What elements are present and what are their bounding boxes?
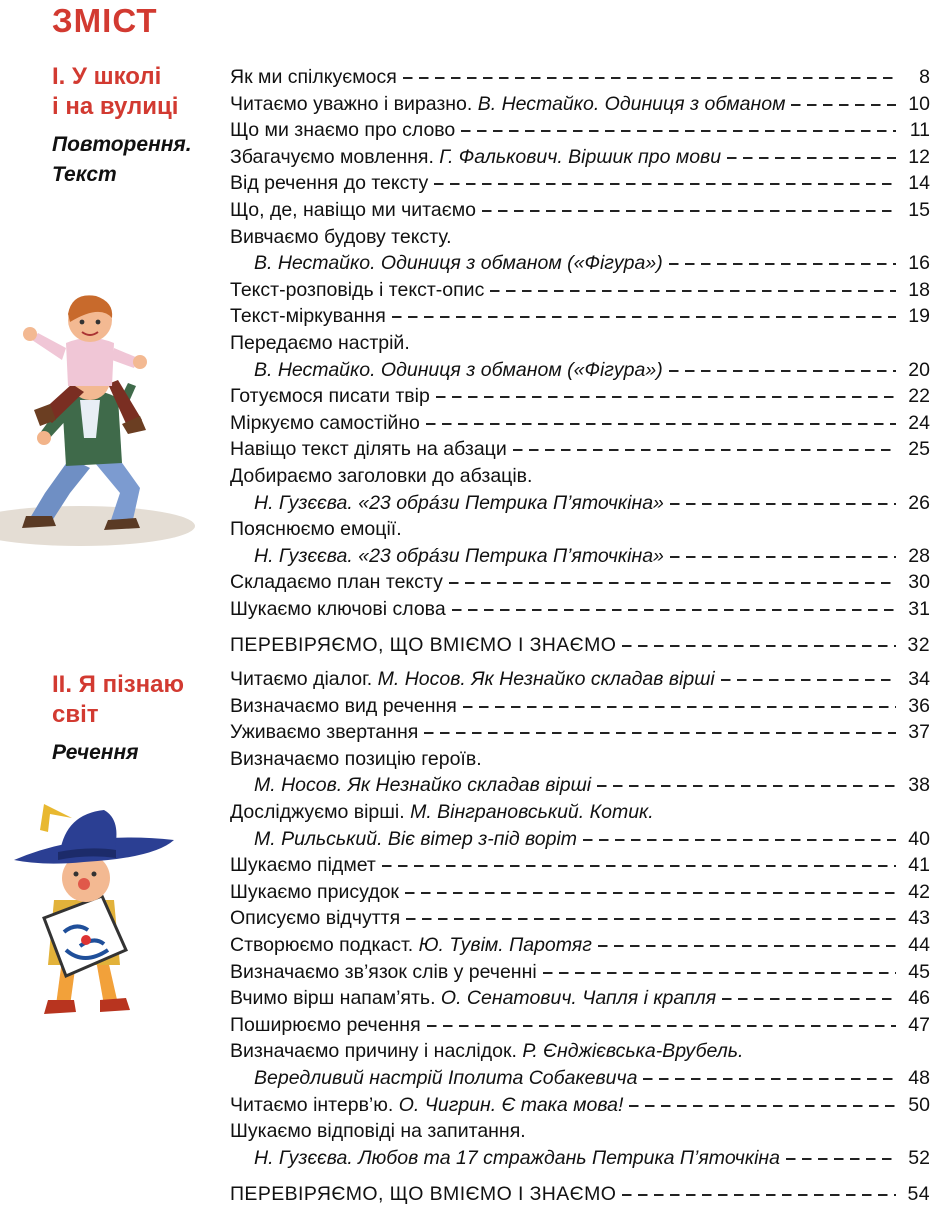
toc-entry-text: Створюємо подкаст.	[230, 933, 419, 956]
toc-page-number: 10	[908, 92, 930, 115]
dash-leader	[669, 255, 896, 265]
toc-entry-title	[230, 907, 400, 930]
toc-entry-title	[230, 305, 386, 328]
toc-page-number: 40	[908, 827, 930, 850]
toc-entry-text: Добираємо заголовки до абзаців.	[230, 464, 533, 487]
toc-entry	[230, 66, 930, 93]
toc-entry	[230, 748, 930, 775]
toc-entry-text: Вчимо вірш напам’ять.	[230, 987, 441, 1010]
toc-entry-title	[230, 1094, 623, 1117]
toc-entry-work: М. Носов. Як Незнайко складав вірші	[254, 774, 592, 797]
dash-leader	[482, 202, 896, 212]
toc-entry	[230, 801, 930, 828]
toc-entry	[230, 252, 930, 279]
section-2-title-line: світ	[52, 701, 99, 728]
toc-entry-title	[230, 465, 532, 488]
toc-entry	[230, 279, 930, 306]
toc-entry	[230, 1147, 930, 1174]
toc-entry-title	[254, 359, 663, 382]
page-title: ЗМІСТ	[52, 2, 158, 39]
toc-entry-work: О. Сенатович. Чапля і крапля	[440, 987, 717, 1010]
toc-entry	[230, 1120, 930, 1147]
dash-leader	[721, 671, 896, 681]
dash-leader	[427, 1017, 896, 1027]
toc-page-number: 22	[908, 385, 930, 408]
toc-entry-text: Визначаємо позицію героїв.	[230, 747, 482, 770]
toc-entry-title	[230, 961, 537, 984]
toc-entry	[230, 721, 930, 748]
toc-entry-text: Шукаємо присудок	[230, 880, 399, 903]
section-1-title-line: І. У школі	[52, 63, 162, 90]
neznaika-illustration	[4, 800, 184, 1022]
dash-leader	[426, 415, 896, 425]
dash-leader	[392, 308, 896, 318]
dash-leader	[490, 282, 896, 292]
dash-leader	[405, 884, 896, 894]
toc-entry	[230, 305, 930, 332]
toc-page-number: 46	[908, 987, 930, 1010]
toc-entry	[230, 332, 930, 359]
toc-entry-text: Шукаємо відповіді на запитання.	[230, 1120, 526, 1143]
toc-entry	[230, 854, 930, 881]
toc-entry-title	[230, 438, 507, 461]
toc-entry-text: Читаємо уважно і виразно.	[230, 92, 478, 115]
toc-section-1	[230, 66, 930, 661]
toc-entry-title	[230, 1183, 616, 1206]
section-2-title-line: ІІ. Я пізнаю	[52, 671, 185, 698]
toc-page-number: 41	[908, 854, 930, 877]
toc-entry-text: Пояснюємо емоції.	[230, 518, 402, 541]
toc-entry-title	[230, 695, 457, 718]
children-illustration	[0, 288, 205, 550]
toc-entry-text: Текст-розповідь і текст-опис	[230, 278, 485, 301]
toc-page-number: 28	[908, 544, 930, 567]
toc-page-number: 44	[908, 933, 930, 956]
toc-entry-text: Від речення до тексту	[230, 172, 429, 195]
section-1-title-line: і на вулиці	[52, 93, 179, 120]
toc-entry-text: ПЕРЕВІРЯЄМО, ЩО ВМІЄМО І ЗНАЄМО	[230, 1183, 617, 1206]
toc-entry-title	[230, 987, 716, 1010]
toc-page-number: 45	[908, 960, 930, 983]
toc-entry-title	[230, 412, 420, 435]
toc-entry	[230, 881, 930, 908]
toc-entry-title	[254, 1147, 780, 1170]
dash-leader	[424, 724, 896, 734]
toc-page-number: 31	[908, 597, 930, 620]
toc-page-number: 25	[908, 438, 930, 461]
toc-entry-text: ПЕРЕВІРЯЄМО, ЩО ВМІЄМО І ЗНАЄМО	[230, 634, 617, 657]
toc-entry-text: Текст-міркування	[230, 305, 386, 328]
section-2-heading	[52, 670, 222, 768]
section-1-heading	[52, 62, 222, 190]
toc-entry	[230, 518, 930, 545]
toc-entry-title	[254, 492, 664, 515]
toc-entry	[230, 1014, 930, 1041]
section-2-subtitle	[52, 738, 222, 768]
toc-entry-title	[230, 146, 721, 169]
dash-leader	[406, 910, 896, 920]
toc-entry-text: Досліджуємо вірші.	[230, 800, 411, 823]
toc-entry-work: В. Нестайко. Одиниця з обманом	[477, 92, 786, 115]
toc-entry	[230, 465, 930, 492]
dash-leader	[463, 698, 896, 708]
toc-entry	[230, 961, 930, 988]
toc-page-number: 43	[908, 907, 930, 930]
toc-entry-work: Н. Гузєєва. «23 обрáзи Петрика П’яточкіна»	[254, 544, 664, 567]
toc-page-number: 48	[908, 1066, 930, 1089]
toc-entry-work: Ю. Тувім. Паротяг	[418, 933, 592, 956]
toc-entry	[230, 1067, 930, 1094]
toc-entry	[230, 571, 930, 598]
toc-entry-title	[230, 66, 397, 89]
toc-page-number: 42	[908, 880, 930, 903]
toc-check-entry	[230, 1183, 930, 1210]
toc-entry-title	[230, 748, 482, 771]
toc-entry	[230, 695, 930, 722]
toc-entry-work: В. Нестайко. Одиниця з обманом («Фігура»)	[254, 252, 663, 275]
toc-page-number: 20	[908, 358, 930, 381]
toc-entry	[230, 545, 930, 572]
section-2-subtitle-line: Речення	[52, 741, 139, 764]
toc-entry-title	[230, 668, 715, 691]
toc-page-number: 52	[908, 1146, 930, 1169]
toc-entry	[230, 828, 930, 855]
toc-entry-text: Шукаємо ключові слова	[230, 597, 446, 620]
toc-entry-text: Поширюємо речення	[230, 1013, 421, 1036]
toc-entry-title	[230, 721, 418, 744]
toc-page-number: 34	[908, 668, 930, 690]
dash-leader	[629, 1097, 896, 1107]
toc-entry-text: Читаємо інтерв’ю.	[230, 1093, 399, 1116]
toc-entry-title	[230, 881, 399, 904]
toc-entry	[230, 412, 930, 439]
toc-entry-title	[230, 854, 376, 877]
toc-entry	[230, 172, 930, 199]
toc-page-number: 18	[908, 278, 930, 301]
toc-entry	[230, 199, 930, 226]
toc-page-number: 14	[908, 172, 930, 195]
toc-entry-text: Що, де, навіщо ми читаємо	[230, 198, 476, 221]
section-1-subtitle-line: Текст	[52, 163, 117, 186]
toc-entry	[230, 907, 930, 934]
toc-page-number: 16	[908, 252, 930, 275]
dash-leader	[434, 175, 896, 185]
toc-entry-text: Складаємо план тексту	[230, 571, 443, 594]
toc-entry-work: Р. Єнджієвська-Врубель.	[522, 1040, 744, 1063]
dash-leader	[670, 548, 896, 558]
toc-entry-text: Шукаємо підмет	[230, 854, 376, 877]
toc-page-number: 11	[909, 119, 930, 142]
dash-leader	[403, 69, 896, 79]
toc-entry-title	[230, 634, 616, 657]
dash-leader	[669, 362, 896, 372]
toc-entry-text: Визначаємо вид речення	[230, 694, 457, 717]
dash-leader	[449, 574, 896, 584]
toc-entry-text: Читаємо діалог.	[230, 668, 378, 690]
dash-leader	[670, 495, 896, 505]
dash-leader	[597, 777, 896, 787]
section-2-title	[52, 670, 222, 730]
toc-entry-work: Г. Фалькович. Віршик про мови	[439, 145, 722, 168]
toc-entry	[230, 226, 930, 253]
toc-entry-title	[254, 1067, 637, 1090]
dash-leader	[622, 1186, 896, 1196]
toc-entry-work: В. Нестайко. Одиниця з обманом («Фігура»)	[254, 358, 663, 381]
toc-page-number: 32	[907, 634, 930, 657]
toc-entry-text: Уживаємо звертання	[230, 721, 419, 744]
section-1-subtitle-line: Повторення.	[52, 133, 192, 156]
toc-entry	[230, 598, 930, 625]
toc-entry-work: М. Рильський. Віє вітер з-під воріт	[254, 827, 578, 850]
toc-entry	[230, 385, 930, 412]
dash-leader	[382, 857, 896, 867]
dash-leader	[643, 1070, 896, 1080]
toc-page-number: 47	[908, 1013, 930, 1036]
toc-entry-text: Описуємо відчуття	[230, 907, 401, 930]
toc-entry	[230, 987, 930, 1014]
toc-page-number: 24	[908, 411, 930, 434]
section-1-subtitle	[52, 130, 222, 190]
toc-entry-title	[230, 571, 443, 594]
toc-entry-text: Готуємося писати твір	[230, 385, 430, 408]
dash-leader	[722, 990, 896, 1000]
toc-entry-work: О. Чигрин. Є така мова!	[398, 1093, 624, 1116]
toc-page-number: 36	[908, 694, 930, 717]
toc-entry-work: М. Вінграновський. Котик.	[410, 800, 654, 823]
toc-entry-title	[254, 828, 577, 851]
dash-leader	[727, 149, 896, 159]
toc-entry-title	[230, 93, 785, 116]
toc-entry-title	[230, 119, 455, 142]
toc-entry	[230, 119, 930, 146]
toc-page-number: 8	[919, 66, 930, 88]
section-1-title	[52, 62, 222, 122]
toc-page-number: 54	[907, 1183, 930, 1206]
toc-entry	[230, 492, 930, 519]
toc-entry	[230, 359, 930, 386]
toc-entry-text: Передаємо настрій.	[230, 331, 410, 354]
toc-entry	[230, 1094, 930, 1121]
toc-section-2	[230, 668, 930, 1210]
toc-check-entry	[230, 634, 930, 661]
dash-leader	[622, 637, 896, 647]
toc-entry-title	[230, 172, 428, 195]
toc-entry	[230, 146, 930, 173]
toc-entry-title	[230, 1014, 421, 1037]
toc-entry	[230, 774, 930, 801]
toc-entry-title	[230, 801, 654, 824]
toc-page-number: 37	[908, 721, 930, 744]
toc-entry	[230, 934, 930, 961]
toc-entry-title	[254, 252, 663, 275]
toc-entry-text: Як ми спілкуємося	[230, 66, 397, 88]
toc-entry-title	[254, 774, 591, 797]
dash-leader	[452, 601, 896, 611]
toc-entry-text: Визначаємо причину і наслідок.	[230, 1040, 523, 1063]
dash-leader	[583, 831, 896, 841]
toc-entry-title	[230, 385, 430, 408]
toc-entry-title	[230, 1120, 526, 1143]
toc-entry-work: М. Носов. Як Незнайко складав вірші	[377, 668, 715, 690]
toc-entry-title	[230, 598, 446, 621]
toc-entry-title	[254, 545, 664, 568]
toc-entry-text: Збагачуємо мовлення.	[230, 145, 440, 168]
dash-leader	[436, 388, 896, 398]
toc-entry-title	[230, 279, 484, 302]
toc-entry-text: Вивчаємо будову тексту.	[230, 225, 452, 248]
toc-entry-title	[230, 199, 476, 222]
toc-entry-text: Визначаємо зв’язок слів у реченні	[230, 960, 537, 983]
toc-entry-title	[230, 1040, 743, 1063]
toc-entry-work: Вередливий настрій Іполита Собакевича	[254, 1066, 638, 1089]
toc-page-number: 26	[908, 491, 930, 514]
dash-leader	[543, 964, 896, 974]
toc-entry-work: Н. Гузєєва. «23 обрáзи Петрика П’яточкіна»	[254, 491, 664, 514]
dash-leader	[786, 1150, 896, 1160]
toc-entry-title	[230, 226, 452, 249]
dash-leader	[598, 937, 896, 947]
toc-page-number: 12	[908, 145, 930, 168]
toc-entry-text: Що ми знаємо про слово	[230, 119, 456, 142]
dash-leader	[461, 122, 896, 132]
toc-entry-title	[230, 518, 402, 541]
toc-page-number: 19	[908, 305, 930, 328]
dash-leader	[513, 441, 896, 451]
toc-entry-text: Навіщо текст ділять на абзаци	[230, 438, 507, 461]
toc-page-number: 30	[908, 571, 930, 594]
toc-entry	[230, 1040, 930, 1067]
toc-entry-title	[230, 934, 592, 957]
toc-page-number: 50	[908, 1093, 930, 1116]
toc-entry	[230, 93, 930, 120]
toc-page-number: 15	[908, 198, 930, 221]
toc-entry	[230, 438, 930, 465]
toc-entry-work: Н. Гузєєва. Любов та 17 страждань Петрика П’яточкіна	[254, 1146, 781, 1169]
toc-page-number: 38	[908, 774, 930, 797]
toc-entry-text: Міркуємо самостійно	[230, 411, 420, 434]
toc-entry	[230, 668, 930, 695]
toc-entry-title	[230, 332, 410, 355]
dash-leader	[791, 96, 896, 106]
